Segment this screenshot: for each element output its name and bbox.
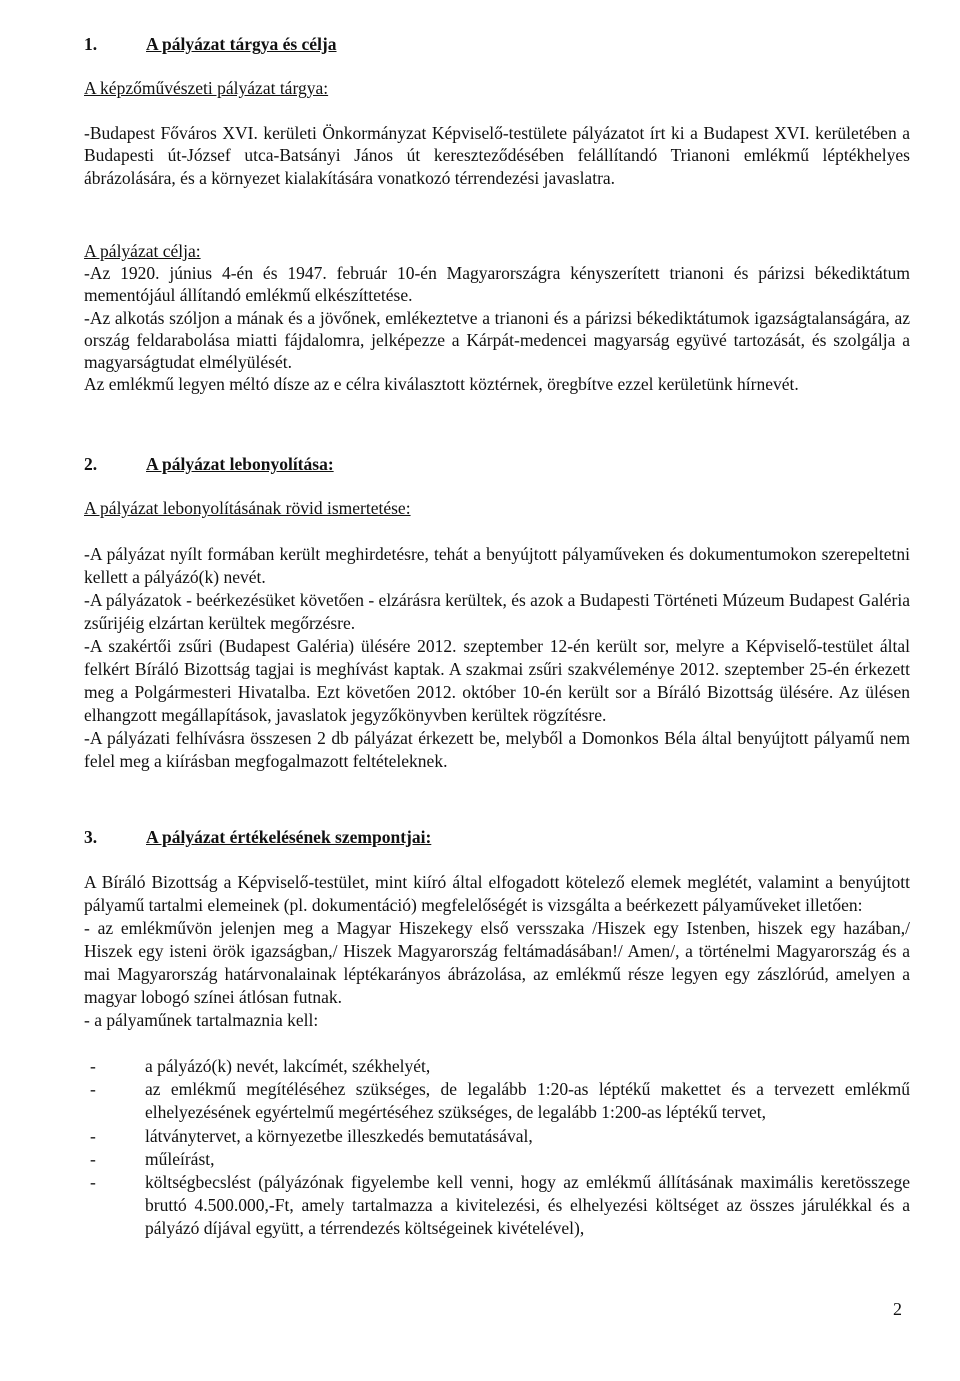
- section-3-heading: [84, 826, 431, 848]
- section-1-goal-text: [84, 262, 910, 396]
- list-item: [84, 1055, 910, 1078]
- page-number: 2: [893, 1299, 902, 1319]
- procedure-paragraph-1: -A pályázat nyílt formában került meghirdetésre, tehát a benyújtott pályaműveken és dokumentumokon szerepeltetni kellett a pályázó(k) nevét.: [84, 544, 910, 587]
- section-2-heading: [84, 453, 334, 475]
- section-1-heading: [84, 33, 337, 55]
- list-item: [84, 1125, 910, 1148]
- criteria-paragraph-2: - az emlékművön jelenjen meg a Magyar Hiszekegy első versszaka /Hiszek egy Istenben, hiszek egy hazában,/ Hiszek egy isteni örök igazságban,/ Hiszek Magyarország feltámadásában!/ Amen/, a történelmi Magyarország és a mai Magyarország határvonalainak léptékarányos ábrázolása, az emlékmű része legyen egy zászlórúd, amelyen a magyar lobogó színei átlósan futnak.: [84, 918, 910, 1007]
- procedure-paragraph-4: -A pályázati felhívásra összesen 2 db pályázat érkezett be, melyből a Domonkos Béla által benyújtott pályamű nem felel meg a kiírásban megfogalmazott feltételeknek.: [84, 728, 910, 771]
- list-item-text: látványtervet, a környezetbe illeszkedés bemutatásával,: [145, 1125, 533, 1146]
- list-item: [84, 1078, 910, 1124]
- list-marker: -: [90, 1148, 96, 1169]
- list-marker: -: [90, 1125, 96, 1146]
- list-item: [84, 1148, 910, 1171]
- section-3-text: [84, 871, 910, 1032]
- goal-paragraph-3: Az emlékmű legyen méltó dísze az e célra kiválasztott köztérnek, öregbítve ezzel kerületünk hírnevét.: [84, 374, 799, 395]
- list-marker: -: [90, 1172, 96, 1193]
- criteria-paragraph-1: A Bíráló Bizottság a Képviselő-testület, mint kiíró által elfogadott kötelező elemek meglétét, valamint a benyújtott pályamű tartalmi elemeinek (pl. dokumentáció) megfelelőségét is vizsgálta a beérkezett pályaműveket illetően:: [84, 872, 910, 915]
- list-marker: -: [90, 1056, 96, 1076]
- goal-paragraph-1: -Az 1920. június 4-én és 1947. február 10-én Magyarországra kényszerített trianoni és párizsi békediktátum mementójául állítandó emlékmű elkészíttetése.: [84, 263, 910, 306]
- criteria-paragraph-3: - a pályaműnek tartalmaznia kell:: [84, 1010, 319, 1030]
- goal-paragraph-2: -Az alkotás szóljon a mának és a jövőnek, emlékeztetve a trianoni és a párizsi békediktátumok igazságtalanságára, az ország feldarabolása miatti fájdalomra, jelképezze a Kárpát-medencei magyarság együvé tartozását, és szolgálja a magyarságtudat elmélyülését.: [84, 307, 910, 373]
- list-marker: -: [90, 1079, 96, 1100]
- section-3-number: 3.: [84, 827, 98, 847]
- list-item-text: műleírást,: [145, 1148, 215, 1169]
- section-1-subject-text: [84, 122, 910, 189]
- section-1-title: A pályázat tárgya és célja: [146, 34, 337, 54]
- section-3-title: A pályázat értékelésének szempontjai:: [146, 827, 432, 847]
- subject-paragraph-1: -Budapest Főváros XVI. kerületi Önkormányzat Képviselő-testülete pályázatot írt ki a Budapest XVI. kerületében a Budapesti út-József utca-Batsányi János út kereszteződésében felállítandó Trianoni emlékmű léptékhelyes ábrázolására, és a környezet kialakítására vonatkozó térrendezési javaslatra.: [84, 123, 910, 188]
- procedure-paragraph-3: -A szakértői zsűri (Budapest Galéria) ülésére 2012. szeptember 12-én került sor, melyre a Képviselő-testület által felkért Bíráló Bizottság tagjai is meghívást kaptak. A szakmai zsűri szakvéleménye 2012. szeptember 25-én érkezett meg a Polgármesteri Hivatalba. Ezt követően 2012. október 10-én került sor a Bíráló Bizottság ülésére. Az ülésen elhangzott megállapítások, javaslatok jegyzőkönyvben kerültek rögzítésre.: [84, 636, 910, 725]
- section-2-text: [84, 543, 910, 773]
- section-1-subject-heading: A képzőművészeti pályázat tárgya:: [84, 78, 329, 98]
- list-item-text: a pályázó(k) nevét, lakcímét, székhelyét,: [145, 1056, 431, 1076]
- list-item: [84, 1171, 910, 1241]
- section-1-goal-heading: A pályázat célja:: [84, 241, 201, 261]
- section-1-number: 1.: [84, 34, 98, 54]
- section-2-summary-heading: A pályázat lebonyolításának rövid ismertetése:: [84, 498, 411, 518]
- section-2-title: A pályázat lebonyolítása:: [146, 454, 334, 474]
- section-2-number: 2.: [84, 454, 98, 474]
- list-item-text: költségbecslést (pályázónak figyelembe kell venni, hogy az emlékmű állításának maximális keretösszege bruttó 4.500.000,-Ft, amely tartalmazza a kivitelezési, és elhelyezési költséget az összes járulékkal és a pályázó díjával együtt, a térrendezés költségeinek kivételével),: [145, 1172, 910, 1239]
- required-contents-list: [84, 1055, 910, 1241]
- procedure-paragraph-2: -A pályázatok - beérkezésüket követően - elzárásra kerültek, és azok a Budapesti Történeti Múzeum Budapest Galéria zsűrijéig elzártan kerültek megőrzésre.: [84, 590, 910, 633]
- list-item-text: az emlékmű megítéléséhez szükséges, de legalább 1:20-as léptékű makettet és a tervezett emlékmű elhelyezésének egyértelmű megértéséhez szükséges, de legalább 1:200-as léptékű tervet,: [145, 1079, 910, 1123]
